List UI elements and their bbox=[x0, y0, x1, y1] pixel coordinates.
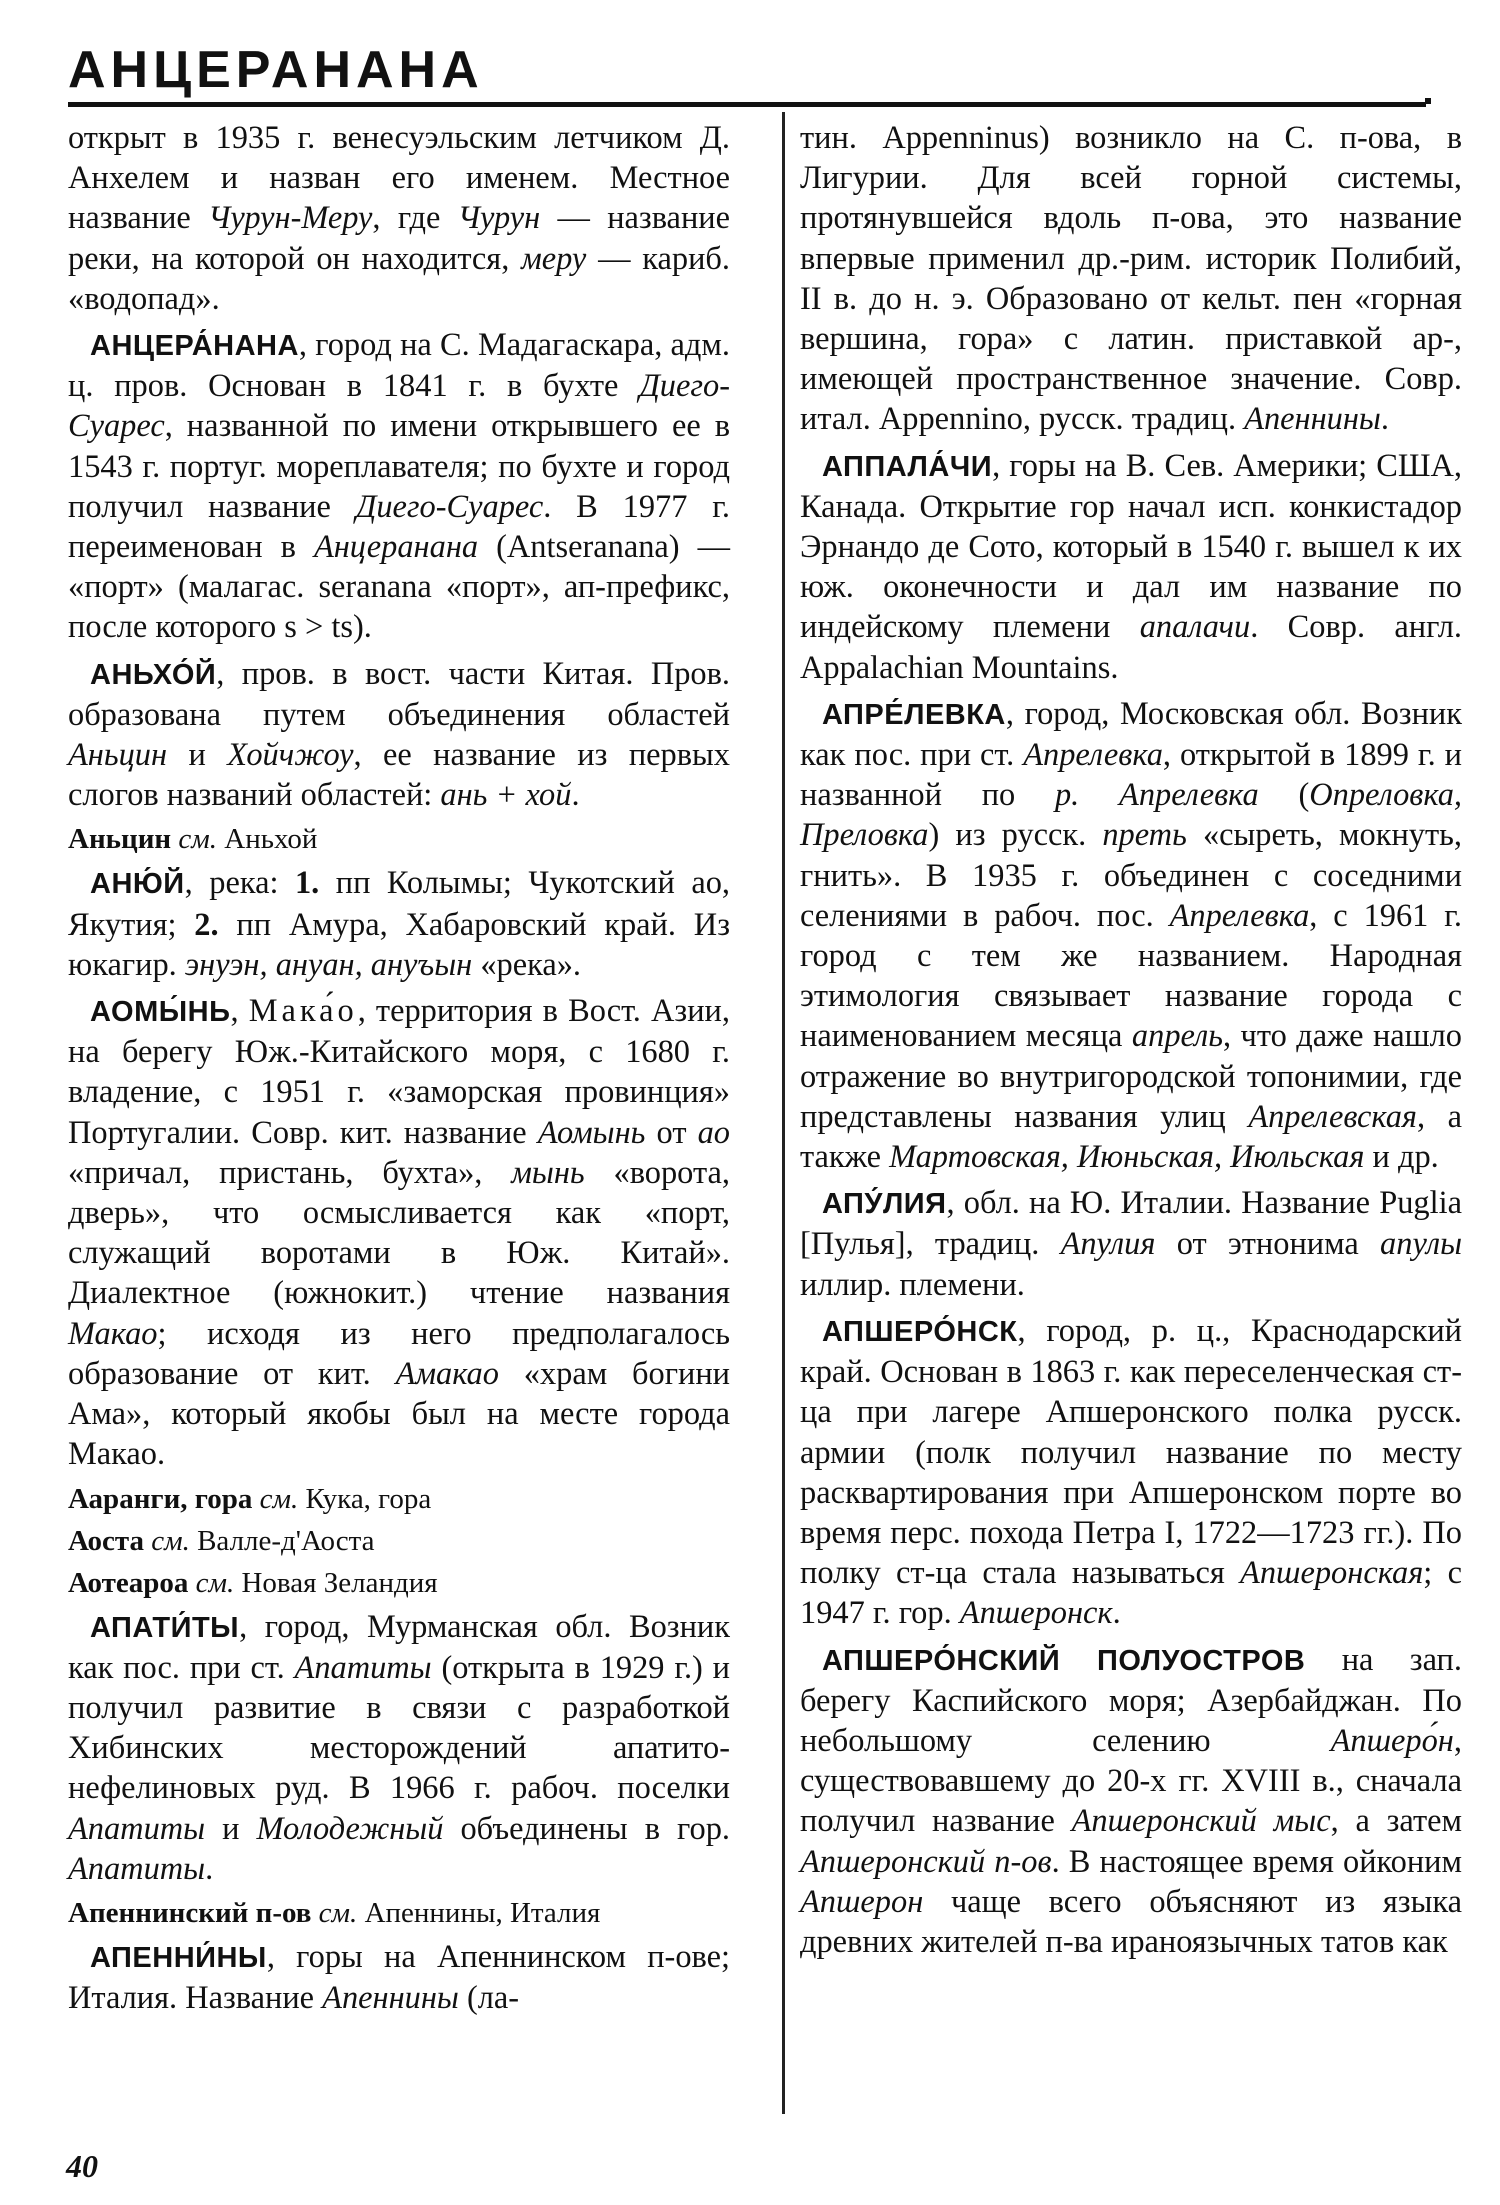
entry-apsheronsk: АПШЕРО́НСК, город, р. ц., Краснодарский край. Основан в 1863 г. как переселенческая ст-ца при лагере Апшеронского полка русск. армии (полк получил название по месту расквартирования при Апшеронском порте во время перс. похода Петра I, 1722—1723 гг.). По полку ст-ца стала называться Апшеронская; с 1947 г. гор. Апшеронск. bbox=[800, 1312, 1462, 1632]
headword: АПРЕ́ЛЕВКА bbox=[822, 698, 1006, 731]
headword: АОМЫ́НЬ bbox=[90, 996, 231, 1029]
running-head: АНЦЕРАНАНА bbox=[68, 41, 484, 99]
entry-continuation: тин. Appenninus) возникло на С. п-ова, в Лигурии. Для всей горной системы, протянувшейся вдоль п-ова, это название впервые применил др.-рим. историк Полибий, II в. до н. э. Образовано от кельт. пен «горная вершина, гора» с латин. приставкой ар-, имеющей пространственное значение. Совр. итал. Appennino, русск. традиц. Апеннины. bbox=[800, 120, 1462, 438]
header-rule bbox=[68, 102, 1426, 107]
entry-aomyn: АОМЫ́НЬ, Мака́о, территория в Вост. Азии, на берегу Юж.-Китайского моря, с 1680 г. владение, с 1951 г. «заморская провинция» Португалии. Совр. кит. название Аомынь от ао «причал, пристань, бухта», мынь «ворота, дверь», что осмысливается как «порт, служащий воротами в Юж. Китай». Диалектное (южнокит.) чтение названия Макао; исходя из него предполагалось образование от кит. Амакао «храм богини Ама», который якобы был на месте города Макао. bbox=[68, 993, 730, 1473]
headword: АПШЕРО́НСК bbox=[822, 1315, 1018, 1348]
cross-reference: Аотеароа см. Новая Зеландия bbox=[68, 1566, 438, 1599]
entry-aprelevka: АПРЕ́ЛЕВКА, город, Московская обл. Возник как пос. при ст. Апрелевка, открытой в 1899 г. и названной по р. Апрелевка (Опреловка, Преловка) из русск. преть «сыреть, мокнуть, гнить». В 1935 г. объединен с соседними селениями в рабоч. пос. Апрелевка, с 1961 г. город с тем же названием. Народная этимология связывает название города с наименованием месяца апрель, что даже нашло отражение во внутригородской топонимии, где представлены названия улиц Апрелевская, а также Мартовская, Июньская, Июльская и др. bbox=[800, 695, 1462, 1176]
column-divider bbox=[782, 112, 785, 2114]
cross-reference: Аоста см. Валле-д'Аоста bbox=[68, 1524, 375, 1557]
entry-absheron-peninsula: АПШЕРО́НСКИЙ ПОЛУОСТРОВ на зап. берегу Каспийского моря; Азербайджан. По небольшому селению Апшеро́н, существовавшему до 20-х гг. XVIII в., сначала получил название Апшеронский мыс, а затем Апшеронский п-ов. В настоящее время ойконим Апшерон чаще всего объясняют из языка древних жителей п-ва ираноязычных татов как bbox=[800, 1641, 1462, 1960]
cross-reference: Ааранги, гора см. Кука, гора bbox=[68, 1482, 432, 1515]
headword: АПШЕРО́НСКИЙ ПОЛУОСТРОВ bbox=[822, 1644, 1306, 1677]
entry-apulia: АПУ́ЛИЯ, обл. на Ю. Италии. Название Puglia [Пулья], традиц. Апулия от этнонима апулы иллир. племени. bbox=[800, 1185, 1463, 1303]
headword: АНЦЕРА́НАНА bbox=[90, 330, 299, 363]
right-column bbox=[800, 118, 1462, 1968]
cross-reference: Апеннинский п-ов см. Апеннины, Италия bbox=[68, 1896, 601, 1929]
entry-antsiranana: АНЦЕРА́НАНА, город на С. Мадагаскара, адм. ц. пров. Основан в 1841 г. в бухте Диего-Суарес, названной по имени открывшего ее в 1543 г. португ. мореплавателя; по бухте и город получил название Диего-Суарес. В 1977 г. переименован в Анцеранана (Antseranana) — «порт» (малагас. seranana «порт», ап-префикс, после которого s > ts). bbox=[68, 327, 730, 646]
entry-anhui: АНЬХО́Й, пров. в вост. части Китая. Пров. образована путем объединения областей Аньцин и Хойчжоу, ее название из первых слогов названий областей: ань + хой. bbox=[68, 655, 731, 814]
page-number: 40 bbox=[66, 2148, 98, 2184]
header-rule-end-mark bbox=[1425, 98, 1431, 104]
headword: АПАТИ́ТЫ bbox=[90, 1611, 240, 1644]
entry-apatity: АПАТИ́ТЫ, город, Мурманская обл. Возник как пос. при ст. Апатиты (открыта в 1929 г.) и получил развитие в связи с разработкой Хибинских месторождений апатито-нефелиновых руд. В 1966 г. рабоч. поселки Апатиты и Молодежный объединены в гор. Апатиты. bbox=[68, 1608, 731, 1887]
entry-apennines: АПЕННИ́НЫ, горы на Апеннинском п-ове; Италия. Название Апеннины (ла- bbox=[68, 1938, 730, 2017]
headword: АНЮ́Й bbox=[90, 868, 185, 901]
cross-reference: Аньцин см. Аньхой bbox=[68, 823, 318, 856]
left-column bbox=[68, 118, 730, 2024]
entry-continuation: открыт в 1935 г. венесуэльским летчиком Д. Анхелем и назван его именем. Местное название Чурун-Меру, где Чурун — название реки, на которой он находится, меру — кариб. «водопад». bbox=[68, 120, 730, 317]
entry-anyui: АНЮ́Й, река: 1. пп Колымы; Чукотский ао, Якутия; 2. пп Амура, Хабаровский край. Из юкагир. энуэн, ануан, ануъын «река». bbox=[68, 865, 730, 983]
entry-appalachians: АППАЛА́ЧИ, горы на В. Сев. Америки; США, Канада. Открытие гор начал исп. конкистадор Эрнандо де Сото, который в 1540 г. вышел к их юж. оконечности и дал им название по индейскому племени апалачи. Совр. англ. Appalachian Mountains. bbox=[800, 447, 1462, 686]
headword: АПЕННИ́НЫ bbox=[90, 1941, 267, 1974]
headword: АППАЛА́ЧИ bbox=[822, 450, 993, 483]
headword: АПУ́ЛИЯ bbox=[822, 1188, 947, 1221]
headword: АНЬХО́Й bbox=[90, 658, 217, 691]
